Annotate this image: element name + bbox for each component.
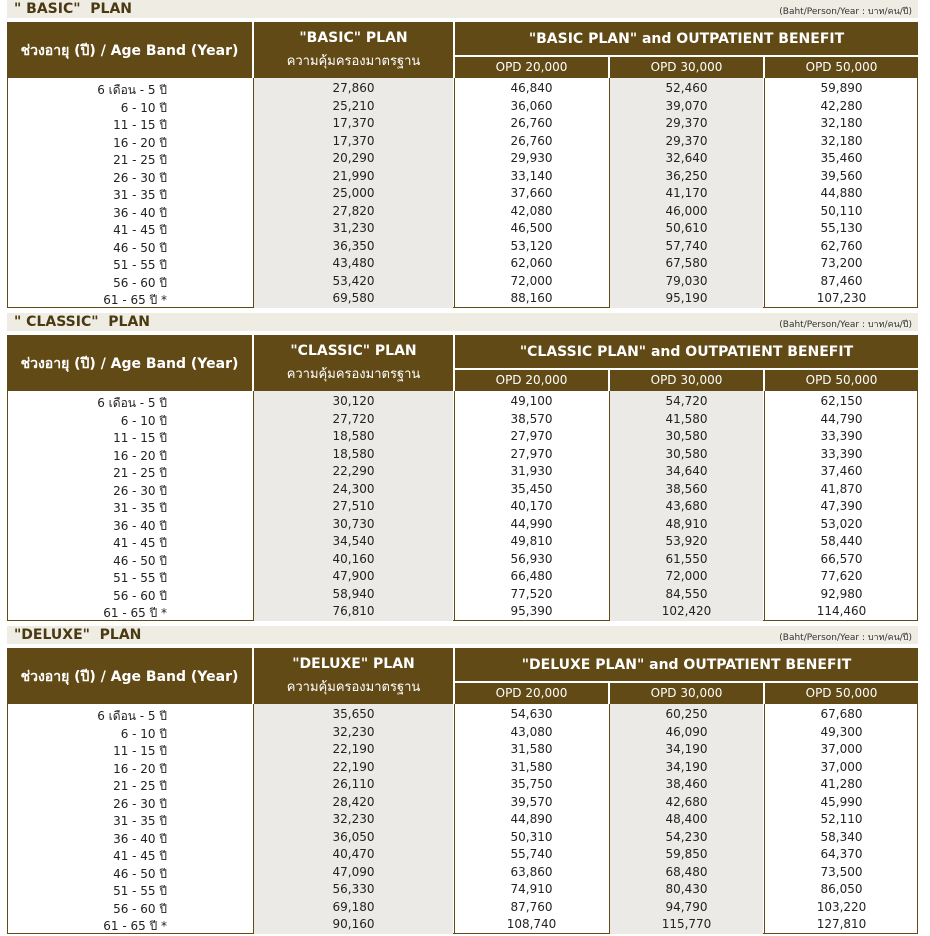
opd30-cell: 72,000 xyxy=(665,569,708,583)
opd50-cell: 55,130 xyxy=(820,221,863,235)
table-row xyxy=(0,133,930,151)
table-row xyxy=(0,446,930,464)
age-band-cell: 36 - 40 ปี xyxy=(113,831,167,846)
age-band-cell: 11 - 15 ปี xyxy=(113,118,167,132)
opd20-cell: 39,570 xyxy=(510,794,553,809)
opd30-cell: 41,170 xyxy=(665,186,708,200)
plan-subheader-label: ความคุ้มครองมาตรฐาน xyxy=(286,54,421,69)
opd30-cell: 54,230 xyxy=(665,829,708,844)
opd20-cell: 72,000 xyxy=(510,273,553,288)
opd30-cell: 59,850 xyxy=(665,847,708,861)
opd20-cell: 56,930 xyxy=(510,551,553,566)
opd50-cell: 73,200 xyxy=(820,256,863,270)
age-band-cell: 46 - 50 ปี xyxy=(113,866,167,881)
opd20-cell: 26,760 xyxy=(510,133,553,148)
opd30-cell: 36,250 xyxy=(665,168,708,183)
opd20-cell: 33,140 xyxy=(510,168,553,183)
opd30-cell: 30,580 xyxy=(665,429,708,443)
age-band-cell: 31 - 35 ปี xyxy=(113,814,167,828)
table-row xyxy=(0,150,930,168)
opd30-cell: 46,090 xyxy=(665,724,708,739)
opd20-cell: 35,750 xyxy=(510,777,553,791)
plan-premium-cell: 27,720 xyxy=(332,411,375,426)
plan-premium-cell: 28,420 xyxy=(332,794,375,809)
table-row xyxy=(0,899,930,917)
age-band-cell: 36 - 40 ปี xyxy=(113,518,167,533)
opd20-cell: 29,930 xyxy=(510,151,553,165)
opd30-cell: 41,580 xyxy=(665,411,708,426)
opd50-cell: 87,460 xyxy=(820,273,863,288)
age-band-cell: 51 - 55 ปี xyxy=(113,258,167,272)
opd30-cell: 52,460 xyxy=(665,81,708,95)
table-row xyxy=(0,586,930,604)
opd50-cell: 59,890 xyxy=(820,81,863,95)
table-row xyxy=(0,428,930,446)
age-band-cell: 56 - 60 ปี xyxy=(113,588,167,603)
opd20-cell: 42,080 xyxy=(510,203,553,218)
age-band-cell: 61 - 65 ปี * xyxy=(103,293,167,307)
table-row xyxy=(0,533,930,551)
table-row xyxy=(0,759,930,777)
opd-col-header: OPD 30,000 xyxy=(610,683,763,704)
opd50-cell: 37,460 xyxy=(820,464,863,478)
age-band-header xyxy=(7,335,252,391)
opd50-cell: 44,790 xyxy=(820,411,863,426)
age-band-cell: 46 - 50 ปี xyxy=(113,553,167,568)
age-band-cell: 6 - 10 ปี xyxy=(120,726,167,741)
table-row xyxy=(0,168,930,186)
opd20-cell: 108,740 xyxy=(506,917,557,931)
plan-premium-cell: 31,230 xyxy=(332,221,375,235)
opd50-cell: 107,230 xyxy=(816,291,867,305)
opd30-cell: 79,030 xyxy=(665,273,708,288)
opd-header-label: "DELUXE PLAN" and OUTPATIENT BENEFIT xyxy=(521,657,852,673)
opd30-cell: 80,430 xyxy=(665,882,708,896)
plan-subheader-label: ความคุ้มครองมาตรฐาน xyxy=(286,680,421,695)
opd-header xyxy=(455,22,918,55)
opd20-cell: 74,910 xyxy=(510,882,553,896)
table-rows xyxy=(0,80,930,308)
opd20-cell: 27,970 xyxy=(510,429,553,443)
plan-premium-cell: 27,510 xyxy=(332,499,375,513)
opd20-cell: 36,060 xyxy=(510,98,553,113)
table-row xyxy=(0,185,930,203)
opd30-cell: 84,550 xyxy=(665,586,708,601)
opd20-cell: 31,930 xyxy=(510,464,553,478)
table-row xyxy=(0,881,930,899)
opd30-cell: 42,680 xyxy=(665,794,708,809)
age-band-cell: 11 - 15 ปี xyxy=(113,744,167,758)
table-row xyxy=(0,516,930,534)
plan-premium-cell: 32,230 xyxy=(332,812,375,826)
opd50-cell: 58,440 xyxy=(820,534,863,548)
table-row xyxy=(0,776,930,794)
opd30-cell: 60,250 xyxy=(665,707,708,721)
opd30-cell: 46,000 xyxy=(665,203,708,218)
opd30-cell: 32,640 xyxy=(665,151,708,165)
table-row xyxy=(0,80,930,98)
age-band-header-label: ช่วงอายุ (ปี) / Age Band (Year) xyxy=(20,43,239,59)
age-band-cell: 6 - 10 ปี xyxy=(120,100,167,115)
plan-premium-cell: 36,050 xyxy=(332,829,375,844)
opd30-cell: 53,920 xyxy=(665,534,708,548)
age-band-cell: 31 - 35 ปี xyxy=(113,188,167,202)
age-band-cell: 16 - 20 ปี xyxy=(113,135,167,150)
plan-premium-cell: 47,090 xyxy=(332,864,375,879)
opd20-cell: 26,760 xyxy=(510,116,553,130)
age-band-cell: 61 - 65 ปี * xyxy=(103,919,167,933)
plan-premium-cell: 40,470 xyxy=(332,847,375,861)
age-band-cell: 26 - 30 ปี xyxy=(113,170,167,185)
opd-header xyxy=(455,648,918,681)
opd20-cell: 38,570 xyxy=(510,411,553,426)
age-band-header-label: ช่วงอายุ (ปี) / Age Band (Year) xyxy=(20,356,239,372)
opd30-cell: 57,740 xyxy=(665,238,708,253)
opd30-cell: 48,910 xyxy=(665,516,708,531)
plan-premium-cell: 30,730 xyxy=(332,516,375,531)
opd30-cell: 67,580 xyxy=(665,256,708,270)
plan-premium-cell: 26,110 xyxy=(332,777,375,791)
opd50-cell: 127,810 xyxy=(816,917,867,931)
opd30-cell: 34,640 xyxy=(665,464,708,478)
table-row xyxy=(0,724,930,742)
opd30-cell: 48,400 xyxy=(665,812,708,826)
opd50-cell: 62,760 xyxy=(820,238,863,253)
plan-premium-cell: 90,160 xyxy=(332,917,375,931)
plan-premium-cell: 18,580 xyxy=(332,446,375,461)
age-band-cell: 6 เดือน - 5 ปี xyxy=(97,83,167,97)
opd-col-header: OPD 30,000 xyxy=(610,57,763,78)
opd50-cell: 52,110 xyxy=(820,812,863,826)
opd20-cell: 46,500 xyxy=(510,221,553,235)
opd30-cell: 50,610 xyxy=(665,221,708,235)
plan-premium-cell: 53,420 xyxy=(332,273,375,288)
plan-premium-cell: 47,900 xyxy=(332,569,375,583)
plan-premium-cell: 25,210 xyxy=(332,98,375,113)
opd-col-header: OPD 30,000 xyxy=(610,370,763,391)
table-row xyxy=(0,498,930,516)
opd30-cell: 54,720 xyxy=(665,394,708,408)
opd50-cell: 62,150 xyxy=(820,394,863,408)
opd50-cell: 41,280 xyxy=(820,777,863,791)
table-row xyxy=(0,568,930,586)
plan-header xyxy=(254,648,453,704)
table-row xyxy=(0,273,930,291)
opd20-cell: 31,580 xyxy=(510,742,553,756)
opd30-cell: 34,190 xyxy=(665,759,708,774)
age-band-cell: 51 - 55 ปี xyxy=(113,571,167,585)
plan-header-label: "CLASSIC" PLAN xyxy=(290,343,417,359)
opd20-cell: 27,970 xyxy=(510,446,553,461)
plan-header xyxy=(254,22,453,78)
unit-note: (Baht/Person/Year : บาท/คน/ปี) xyxy=(779,633,912,643)
plan-title: "DELUXE" PLAN xyxy=(14,627,142,643)
opd30-cell: 38,560 xyxy=(665,481,708,496)
opd20-cell: 66,480 xyxy=(510,569,553,583)
opd50-cell: 37,000 xyxy=(820,759,863,774)
age-band-cell: 56 - 60 ปี xyxy=(113,901,167,916)
table-rows xyxy=(0,706,930,934)
table-row xyxy=(0,220,930,238)
opd20-cell: 43,080 xyxy=(510,724,553,739)
table-row xyxy=(0,846,930,864)
plan-premium-cell: 32,230 xyxy=(332,724,375,739)
opd50-cell: 42,280 xyxy=(820,98,863,113)
opd50-cell: 66,570 xyxy=(820,551,863,566)
opd50-cell: 33,390 xyxy=(820,446,863,461)
plan-premium-cell: 22,190 xyxy=(332,742,375,756)
plan-premium-cell: 43,480 xyxy=(332,256,375,270)
age-band-header xyxy=(7,22,252,78)
age-band-cell: 16 - 20 ปี xyxy=(113,448,167,463)
unit-note: (Baht/Person/Year : บาท/คน/ปี) xyxy=(779,7,912,17)
opd50-cell: 33,390 xyxy=(820,429,863,443)
opd50-cell: 32,180 xyxy=(820,133,863,148)
age-band-cell: 11 - 15 ปี xyxy=(113,431,167,445)
table-row xyxy=(0,463,930,481)
table-row xyxy=(0,203,930,221)
opd20-cell: 87,760 xyxy=(510,899,553,914)
plan-premium-cell: 22,190 xyxy=(332,759,375,774)
table-row xyxy=(0,741,930,759)
opd50-cell: 32,180 xyxy=(820,116,863,130)
opd50-cell: 77,620 xyxy=(820,569,863,583)
opd30-cell: 115,770 xyxy=(661,917,712,931)
opd-header-label: "BASIC PLAN" and OUTPATIENT BENEFIT xyxy=(528,31,845,47)
table-row xyxy=(0,706,930,724)
opd-col-header: OPD 50,000 xyxy=(765,57,918,78)
age-band-cell: 16 - 20 ปี xyxy=(113,761,167,776)
age-band-cell: 6 เดือน - 5 ปี xyxy=(97,396,167,410)
opd20-cell: 44,890 xyxy=(510,812,553,826)
age-band-cell: 41 - 45 ปี xyxy=(113,536,167,550)
plan-premium-cell: 25,000 xyxy=(332,186,375,200)
age-band-cell: 56 - 60 ปี xyxy=(113,275,167,290)
unit-note: (Baht/Person/Year : บาท/คน/ปี) xyxy=(779,320,912,330)
plan-premium-cell: 27,820 xyxy=(332,203,375,218)
plan-premium-cell: 18,580 xyxy=(332,429,375,443)
plan-header-label: "BASIC" PLAN xyxy=(299,30,408,46)
plan-premium-cell: 58,940 xyxy=(332,586,375,601)
opd30-cell: 43,680 xyxy=(665,499,708,513)
opd20-cell: 31,580 xyxy=(510,759,553,774)
opd-col-header: OPD 20,000 xyxy=(455,370,608,391)
table-row xyxy=(0,551,930,569)
opd30-cell: 102,420 xyxy=(661,604,712,618)
opd50-cell: 45,990 xyxy=(820,794,863,809)
age-band-cell: 6 เดือน - 5 ปี xyxy=(97,709,167,723)
age-band-cell: 21 - 25 ปี xyxy=(113,779,167,793)
table-row xyxy=(0,811,930,829)
opd20-cell: 88,160 xyxy=(510,291,553,305)
opd50-cell: 67,680 xyxy=(820,707,863,721)
table-row xyxy=(0,481,930,499)
plan-premium-cell: 69,580 xyxy=(332,291,375,305)
opd50-cell: 47,390 xyxy=(820,499,863,513)
opd20-cell: 55,740 xyxy=(510,847,553,861)
age-band-cell: 41 - 45 ปี xyxy=(113,849,167,863)
opd50-cell: 58,340 xyxy=(820,829,863,844)
opd20-cell: 62,060 xyxy=(510,256,553,270)
opd30-cell: 95,190 xyxy=(665,291,708,305)
plan-premium-cell: 36,350 xyxy=(332,238,375,253)
plan-premium-cell: 40,160 xyxy=(332,551,375,566)
opd50-cell: 50,110 xyxy=(820,203,863,218)
table-row xyxy=(0,393,930,411)
opd50-cell: 35,460 xyxy=(820,151,863,165)
opd50-cell: 41,870 xyxy=(820,481,863,496)
opd20-cell: 63,860 xyxy=(510,864,553,879)
opd50-cell: 64,370 xyxy=(820,847,863,861)
opd20-cell: 95,390 xyxy=(510,604,553,618)
age-band-cell: 26 - 30 ปี xyxy=(113,483,167,498)
age-band-cell: 36 - 40 ปี xyxy=(113,205,167,220)
opd50-cell: 103,220 xyxy=(816,899,867,914)
opd50-cell: 37,000 xyxy=(820,742,863,756)
opd20-cell: 49,810 xyxy=(510,534,553,548)
opd50-cell: 86,050 xyxy=(820,882,863,896)
table-row xyxy=(0,115,930,133)
opd30-cell: 39,070 xyxy=(665,98,708,113)
opd50-cell: 73,500 xyxy=(820,864,863,879)
table-row xyxy=(0,829,930,847)
opd20-cell: 53,120 xyxy=(510,238,553,253)
opd50-cell: 44,880 xyxy=(820,186,863,200)
opd20-cell: 40,170 xyxy=(510,499,553,513)
opd-header-label: "CLASSIC PLAN" and OUTPATIENT BENEFIT xyxy=(519,344,854,360)
opd20-cell: 46,840 xyxy=(510,81,553,95)
table-row xyxy=(0,794,930,812)
opd50-cell: 49,300 xyxy=(820,724,863,739)
plan-header-label: "DELUXE" PLAN xyxy=(292,656,415,672)
plan-premium-cell: 27,860 xyxy=(332,81,375,95)
opd-col-header: OPD 20,000 xyxy=(455,683,608,704)
opd30-cell: 34,190 xyxy=(665,742,708,756)
opd50-cell: 92,980 xyxy=(820,586,863,601)
plan-title: " BASIC" PLAN xyxy=(14,1,133,17)
opd30-cell: 29,370 xyxy=(665,133,708,148)
opd20-cell: 35,450 xyxy=(510,481,553,496)
age-band-cell: 21 - 25 ปี xyxy=(113,153,167,167)
opd-col-header: OPD 50,000 xyxy=(765,683,918,704)
age-band-cell: 26 - 30 ปี xyxy=(113,796,167,811)
age-band-cell: 31 - 35 ปี xyxy=(113,501,167,515)
plan-premium-cell: 69,180 xyxy=(332,899,375,914)
table-row xyxy=(0,290,930,308)
plan-premium-cell: 17,370 xyxy=(332,133,375,148)
opd50-cell: 39,560 xyxy=(820,168,863,183)
opd50-cell: 53,020 xyxy=(820,516,863,531)
plan-premium-cell: 24,300 xyxy=(332,481,375,496)
opd20-cell: 44,990 xyxy=(510,516,553,531)
table-row xyxy=(0,603,930,621)
age-band-cell: 41 - 45 ปี xyxy=(113,223,167,237)
opd30-cell: 30,580 xyxy=(665,446,708,461)
age-band-cell: 46 - 50 ปี xyxy=(113,240,167,255)
table-row xyxy=(0,916,930,934)
opd20-cell: 49,100 xyxy=(510,394,553,408)
table-row xyxy=(0,864,930,882)
plan-premium-cell: 20,290 xyxy=(332,151,375,165)
plan-title: " CLASSIC" PLAN xyxy=(14,314,150,330)
table-row xyxy=(0,411,930,429)
plan-premium-cell: 76,810 xyxy=(332,604,375,618)
table-row xyxy=(0,98,930,116)
opd20-cell: 50,310 xyxy=(510,829,553,844)
age-band-cell: 6 - 10 ปี xyxy=(120,413,167,428)
table-row xyxy=(0,238,930,256)
opd-col-header: OPD 20,000 xyxy=(455,57,608,78)
opd30-cell: 29,370 xyxy=(665,116,708,130)
plan-subheader-label: ความคุ้มครองมาตรฐาน xyxy=(286,367,421,382)
opd30-cell: 68,480 xyxy=(665,864,708,879)
opd30-cell: 61,550 xyxy=(665,551,708,566)
opd20-cell: 37,660 xyxy=(510,186,553,200)
table-rows xyxy=(0,393,930,621)
age-band-header-label: ช่วงอายุ (ปี) / Age Band (Year) xyxy=(20,669,239,685)
plan-premium-cell: 35,650 xyxy=(332,707,375,721)
plan-premium-cell: 56,330 xyxy=(332,882,375,896)
opd30-cell: 94,790 xyxy=(665,899,708,914)
plan-premium-cell: 30,120 xyxy=(332,394,375,408)
age-band-header xyxy=(7,648,252,704)
opd20-cell: 77,520 xyxy=(510,586,553,601)
plan-header xyxy=(254,335,453,391)
table-row xyxy=(0,255,930,273)
opd20-cell: 54,630 xyxy=(510,707,553,721)
plan-premium-cell: 22,290 xyxy=(332,464,375,478)
plan-premium-cell: 21,990 xyxy=(332,168,375,183)
plan-premium-cell: 34,540 xyxy=(332,534,375,548)
opd-header xyxy=(455,335,918,368)
age-band-cell: 61 - 65 ปี * xyxy=(103,606,167,620)
plan-premium-cell: 17,370 xyxy=(332,116,375,130)
age-band-cell: 21 - 25 ปี xyxy=(113,466,167,480)
age-band-cell: 51 - 55 ปี xyxy=(113,884,167,898)
opd30-cell: 38,460 xyxy=(665,777,708,791)
opd50-cell: 114,460 xyxy=(816,604,867,618)
opd-col-header: OPD 50,000 xyxy=(765,370,918,391)
